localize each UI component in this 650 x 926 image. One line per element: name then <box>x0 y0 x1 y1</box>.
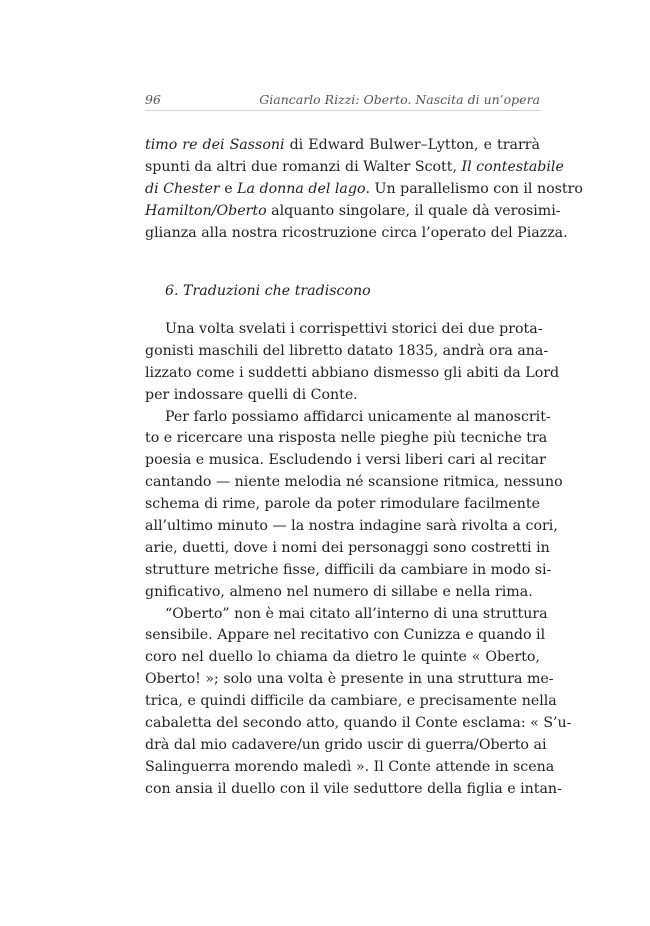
page-number: 96 <box>145 92 161 107</box>
italic-title: Hamilton/Oberto <box>145 202 267 219</box>
text-line: coro nel duello lo chiama da dietro le quinte « Oberto, <box>145 649 540 666</box>
text-span: spunti da altri due romanzi di Walter Scott, <box>145 158 462 175</box>
text-line: “Oberto” non è mai citato all’interno di una struttura <box>165 605 548 622</box>
running-title: Giancarlo Rizzi: Oberto. Nascita di un’opera <box>259 92 540 107</box>
text-line: Per farlo possiamo affidarci unicamente al manoscrit- <box>165 408 551 425</box>
text-line: per indossare quelli di Conte. <box>145 386 358 403</box>
text-line <box>145 157 564 179</box>
text-line: cabaletta del secondo atto, quando il Conte esclama: « S’u- <box>145 715 572 732</box>
text-line: gonisti maschili del libretto datato 1835, andrà ora ana- <box>145 342 549 359</box>
text-line: Oberto! »; solo una volta è presente in una struttura me- <box>145 671 554 688</box>
italic-title: di Chester <box>145 180 220 197</box>
text-line: lizzato come i suddetti abbiano dismesso gli abiti da Lord <box>145 364 560 381</box>
section-heading: 6. Traduzioni che tradiscono <box>165 283 371 299</box>
italic-title: timo re dei Sassoni <box>145 137 285 153</box>
text-line: drà dal mio cadavere/un grido uscir di guerra/Oberto ai <box>145 736 547 753</box>
intro-paragraph <box>145 135 583 244</box>
text-line: poesia e musica. Escludendo i versi liberi cari al recitar <box>145 452 546 469</box>
text-line: schema di rime, parole da poter rimodulare facilmente <box>145 496 540 513</box>
text-line: Salinguerra morendo maledì ». Il Conte attende in scena <box>145 758 555 775</box>
text-line: all’ultimo minuto — la nostra indagine sarà rivolta a cori, <box>145 518 558 535</box>
text-line: sensibile. Appare nel recitativo con Cunizza e quando il <box>145 627 546 644</box>
text-line: gnificativo, almeno nel numero di sillabe e nella rima. <box>145 583 533 600</box>
text-line <box>145 135 540 157</box>
text-span: di Edward Bulwer–Lytton, e trarrà <box>284 137 540 153</box>
text-line: Una volta svelati i corrispettivi storici dei due prota- <box>165 321 543 337</box>
italic-title: La donna del lago <box>237 180 366 197</box>
text-line <box>145 179 583 201</box>
text-line: arie, duetti, dove i nomi dei personaggi sono costretti in <box>145 539 550 556</box>
text-line: strutture metriche fisse, difficili da cambiare in modo si- <box>145 561 552 578</box>
text-line: trica, e quindi difficile da cambiare, e precisamente nella <box>145 693 557 710</box>
italic-title: Il contestabile <box>461 158 564 175</box>
text-line: glianza alla nostra ricostruzione circa l’operato del Piazza. <box>145 224 568 241</box>
body-text <box>145 319 572 801</box>
text-line <box>145 201 561 223</box>
text-span: e <box>219 180 238 197</box>
text-line: cantando — niente melodia né scansione ritmica, nessuno <box>145 474 563 491</box>
running-header <box>145 92 540 111</box>
text-span: alquanto singolare, il quale dà verosimi- <box>266 202 561 219</box>
text-span: . Un parallelismo con il nostro <box>365 180 583 197</box>
text-line: to e ricercare una risposta nelle pieghe più tecniche tra <box>145 430 548 447</box>
text-line: con ansia il duello con il vile seduttore della figlia e intan- <box>145 780 562 797</box>
